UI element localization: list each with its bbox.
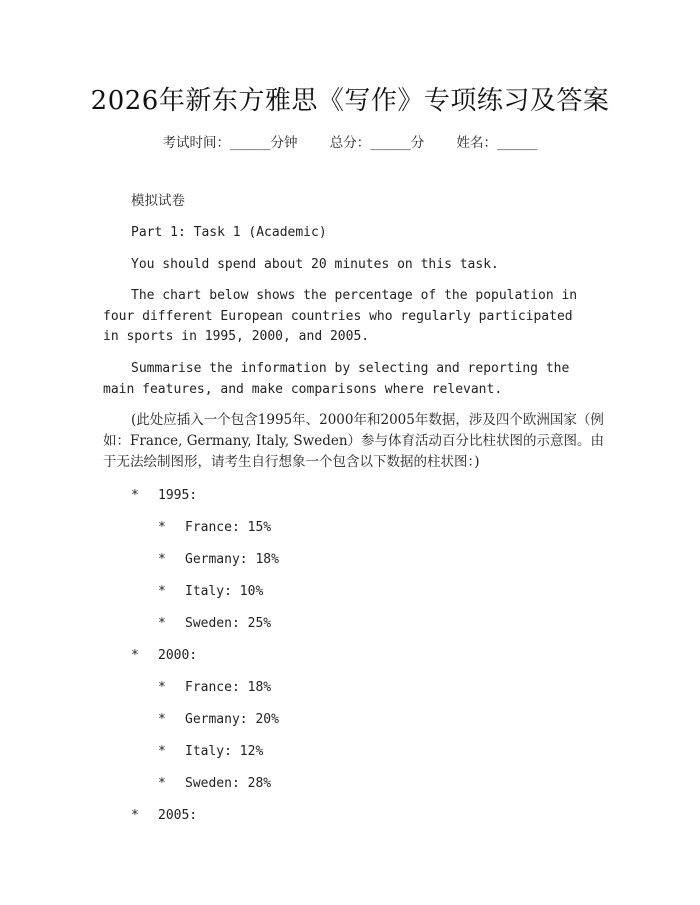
country-bullet bbox=[158, 679, 271, 697]
total-score-field bbox=[330, 131, 425, 151]
bullet-marker: * bbox=[158, 776, 166, 791]
country-bullet bbox=[158, 519, 271, 537]
bullet-marker: * bbox=[158, 520, 166, 535]
bullet-marker: * bbox=[131, 648, 139, 663]
total-score-unit: 分 bbox=[410, 135, 425, 151]
year-label: 2005: bbox=[158, 808, 198, 823]
section-heading: 模拟试卷 bbox=[131, 193, 185, 209]
total-score-label: 总分： bbox=[329, 135, 371, 151]
exam-time-label: 考试时间： bbox=[162, 135, 230, 151]
exam-meta-line bbox=[0, 131, 700, 151]
year-label: 2000: bbox=[158, 648, 198, 663]
time-instruction: You should spend about 20 minutes on this task. bbox=[131, 257, 499, 272]
country-value: France: 15% bbox=[185, 520, 272, 535]
bullet-marker: * bbox=[131, 808, 139, 823]
country-bullet bbox=[158, 775, 271, 793]
exam-time-field bbox=[162, 131, 297, 151]
document-title: 2026年新东方雅思《写作》专项练习及答案 bbox=[90, 86, 610, 116]
student-name-blank: ______ bbox=[497, 135, 538, 151]
year-label: 1995: bbox=[158, 488, 198, 503]
bullet-marker: * bbox=[158, 584, 166, 599]
exam-time-blank: ______ bbox=[229, 135, 271, 151]
bullet-marker: * bbox=[158, 552, 166, 567]
country-bullet bbox=[158, 551, 279, 569]
country-value: Germany: 18% bbox=[185, 552, 279, 567]
exam-time-unit: 分钟 bbox=[270, 135, 298, 151]
country-value: Germany: 20% bbox=[185, 712, 279, 727]
bullet-marker: * bbox=[131, 488, 139, 503]
country-value: France: 18% bbox=[185, 680, 272, 695]
bullet-marker: * bbox=[158, 680, 166, 695]
total-score-blank: ______ bbox=[370, 135, 411, 151]
year-bullet bbox=[131, 487, 197, 505]
country-bullet bbox=[158, 583, 263, 601]
country-value: Italy: 12% bbox=[185, 744, 264, 759]
bullet-marker: * bbox=[158, 712, 166, 727]
year-bullet bbox=[131, 807, 197, 825]
country-bullet bbox=[158, 615, 271, 633]
part-heading: Part 1: Task 1 (Academic) bbox=[131, 225, 327, 240]
student-name-field bbox=[457, 131, 538, 151]
student-name-label: 姓名： bbox=[456, 135, 498, 151]
country-bullet bbox=[158, 711, 279, 729]
bullet-marker: * bbox=[158, 744, 166, 759]
country-value: Sweden: 28% bbox=[185, 776, 272, 791]
country-value: Sweden: 25% bbox=[185, 616, 272, 631]
prompt-paragraph: The chart below shows the percentage of the population in four different European countries who regularly participated in sports in 1995, 2000, and 2005. bbox=[103, 288, 585, 344]
country-value: Italy: 10% bbox=[185, 584, 264, 599]
bullet-marker: * bbox=[158, 616, 166, 631]
year-bullet bbox=[131, 647, 197, 665]
chart-note-paragraph: (此处应插入一个包含1995年、2000年和2005年数据，涉及四个欧洲国家（例如：France, Germany, Italy, Sweden）参与体育活动百分比柱状图的示意图。由于无法绘制图形，请考生自行想象一个包含以下数据的柱状图：) bbox=[103, 412, 605, 470]
country-bullet bbox=[158, 743, 263, 761]
summarise-paragraph: Summarise the information by selecting and reporting the main features, and make comparisons where relevant. bbox=[103, 361, 578, 397]
